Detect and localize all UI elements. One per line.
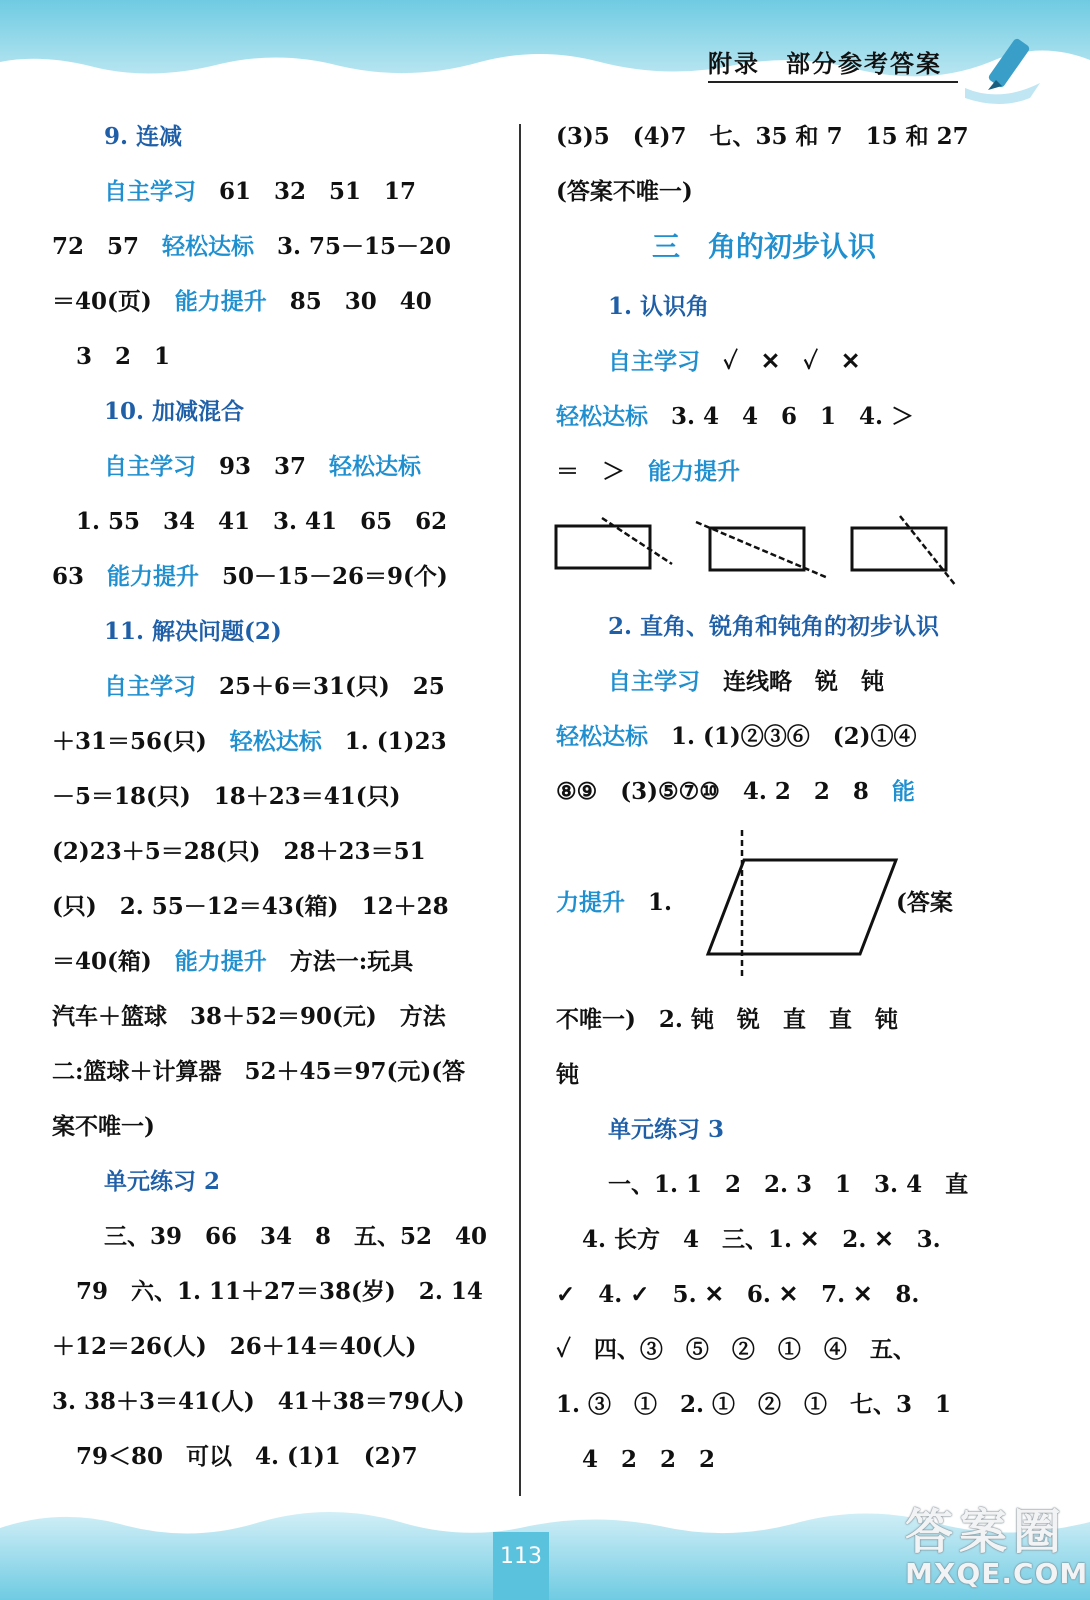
section-renshi-jiao: 1. 认识角	[608, 293, 710, 320]
label-nengli: 能力提升	[174, 289, 267, 315]
answer-line: (只) 2. 55－12＝43(箱) 12＋28	[52, 893, 449, 920]
label-zizhu: 自主学习	[104, 179, 196, 205]
answer-line: 72 57	[52, 233, 140, 260]
section-danyuan-2: 单元练习 2	[104, 1168, 221, 1195]
answer-line: 3. 4 4 6 1 4. ＞	[671, 403, 915, 430]
label-zizhu: 自主学习	[104, 454, 196, 480]
answer-line: 3. 38＋3＝41(人) 41＋38＝79(人)	[52, 1388, 465, 1415]
answer-line: 3 2 1	[76, 343, 171, 370]
label-qingsong: 轻松达标	[162, 234, 255, 260]
cut-rectangles-figure	[552, 516, 972, 596]
answer-line: 79＜80 可以 4. (1)1 (2)7	[76, 1443, 418, 1470]
section-jiejue: 11. 解决问题(2)	[104, 618, 282, 645]
watermark-logo	[905, 1505, 1088, 1589]
parallelogram-figure	[700, 826, 900, 982]
answer-line: 三、39 66 34 8 五、52 40	[104, 1223, 488, 1250]
answer-line: ＋12＝26(人) 26＋14＝40(人)	[52, 1333, 417, 1360]
section-danyuan-3: 单元练习 3	[608, 1116, 725, 1143]
answer-line: 1. ③ ① 2. ① ② ① 七、3 1	[556, 1391, 952, 1418]
answer-line: (3)5 (4)7 七、35 和 7 15 和 27	[556, 123, 969, 150]
answer-line: (答案不唯一)	[556, 178, 693, 205]
label-qingsong: 轻松达标	[556, 404, 648, 430]
answer-line: 不唯一) 2. 钝 锐 直 直 钝	[556, 1006, 898, 1033]
answer-line: 25＋6＝31(只) 25	[219, 673, 445, 700]
answer-line: 4 2 2 2	[582, 1446, 716, 1473]
answer-line: 钝	[556, 1061, 579, 1088]
label-qingsong: 轻松达标	[329, 454, 422, 480]
label-qingsong: 轻松达标	[229, 729, 322, 755]
pen-icon	[960, 28, 1060, 108]
answer-line: ＋31＝56(只)	[52, 728, 207, 755]
header-title: 附录 部分参考答案	[708, 44, 958, 83]
label-zizhu: 自主学习	[608, 669, 700, 695]
answer-line: 案不唯一)	[52, 1113, 155, 1140]
chapter-title: 三 角的初步认识	[652, 230, 877, 263]
answer-line: 1.	[648, 889, 673, 916]
answer-line: 63	[52, 563, 85, 590]
answer-line: 一、1. 1 2 2. 3 1 3. 4 直	[608, 1171, 969, 1198]
section-zhijiao: 2. 直角、锐角和钝角的初步认识	[608, 613, 940, 640]
answer-line: ＝40(页)	[52, 288, 152, 315]
answer-line: 93 37	[219, 453, 307, 480]
label-nengli: 能力提升	[174, 949, 267, 975]
answer-line: 1. (1)23	[344, 728, 447, 755]
section-lianjian: 9. 连减	[104, 123, 183, 150]
answer-line: ✓ ✕ ✓ ✕	[723, 348, 861, 375]
label-zizhu: 自主学习	[608, 349, 700, 375]
answer-line: 61 32 51 17	[219, 178, 417, 205]
answer-line: ⑧⑨ (3)⑤⑦⑩ 4. 2 2 8	[556, 778, 869, 805]
answer-line: 79 六、1. 11＋27＝38(岁) 2. 14	[76, 1278, 483, 1305]
label-nengli: 能力提升	[107, 564, 200, 590]
answer-line: 1. (1)②③⑥ (2)①④	[671, 723, 917, 750]
answer-line: 50－15－26＝9(个)	[222, 563, 448, 590]
label-nengli: 能力提升	[648, 459, 740, 485]
label-nengli-part: 力提升	[556, 890, 625, 916]
watermark-en: MXQE.COM	[905, 1557, 1089, 1590]
answer-line: 1. 55 34 41 3. 41 65 62	[76, 508, 448, 535]
answer-line: ✓ 4. ✓ 5. ✕ 6. ✕ 7. ✕ 8.	[556, 1281, 920, 1308]
label-nengli-part: 能	[891, 779, 915, 805]
label-qingsong: 轻松达标	[556, 724, 648, 750]
answer-line: 二:篮球＋计算器 52＋45＝97(元)(答	[52, 1058, 466, 1085]
answer-line: (2)23＋5＝28(只) 28＋23＝51	[52, 838, 426, 865]
answer-line: ＝40(箱)	[52, 948, 152, 975]
answer-line: 汽车＋篮球 38＋52＝90(元) 方法	[52, 1003, 446, 1030]
answer-line: 方法一:玩具	[289, 948, 414, 975]
watermark-cn: 答案圈	[905, 1504, 1068, 1560]
answer-line: (答案	[896, 889, 953, 916]
section-jiajian: 10. 加减混合	[104, 398, 245, 425]
answer-line: －5＝18(只) 18＋23＝41(只)	[52, 783, 401, 810]
answer-line: 3. 75－15－20	[277, 233, 452, 260]
answer-line: 85 30 40	[289, 288, 432, 315]
answer-line: ✓ 四、③ ⑤ ② ① ④ 五、	[556, 1336, 916, 1363]
page-number: 113	[493, 1532, 549, 1600]
column-divider	[519, 124, 521, 1496]
answer-line: 连线略 锐 钝	[723, 668, 884, 695]
answer-line: ＝ ＞	[556, 458, 625, 485]
label-zizhu: 自主学习	[104, 674, 196, 700]
answer-line: 4. 长方 4 三、1. ✕ 2. ✕ 3.	[582, 1226, 941, 1253]
